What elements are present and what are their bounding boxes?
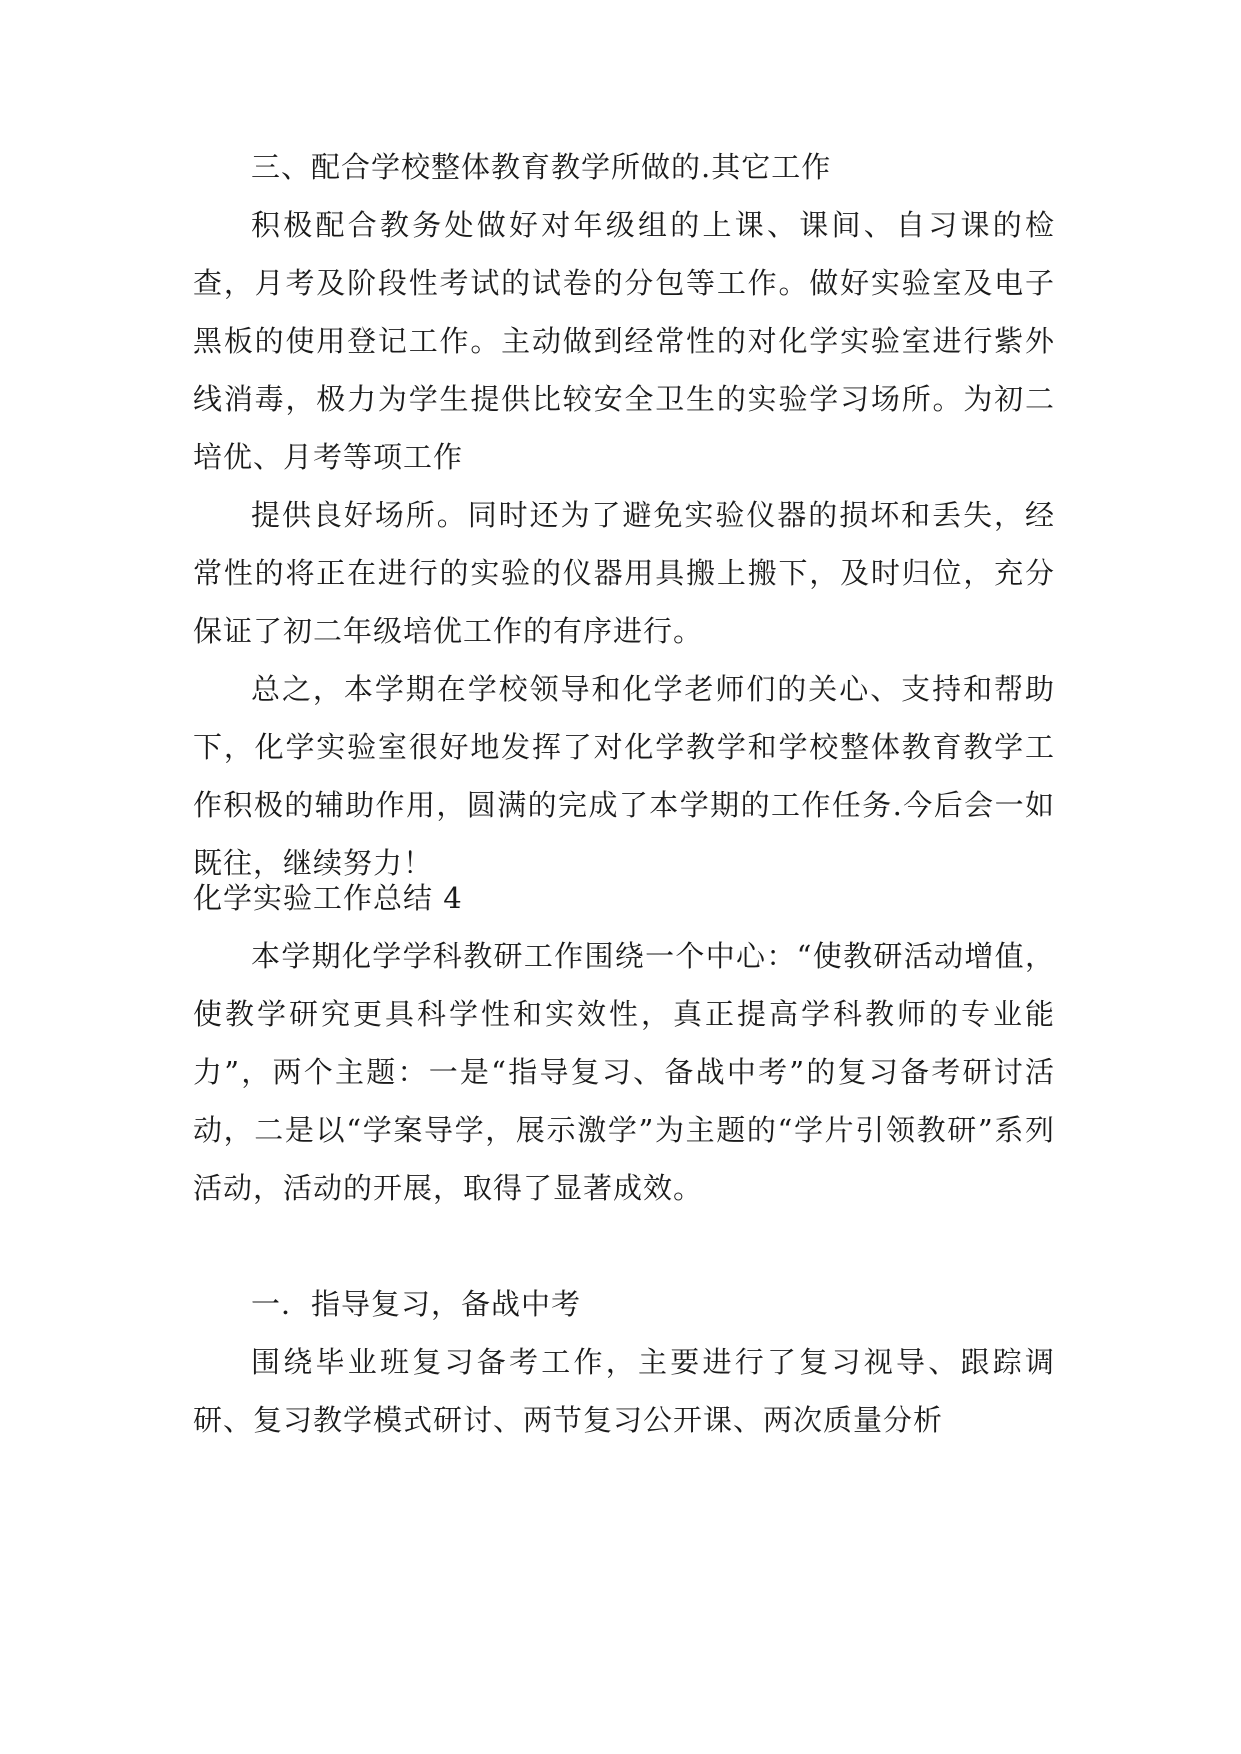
paragraph-5: 围绕毕业班复习备考工作，主要进行了复习视导、跟踪调研、复习教学模式研讨、两节复习公开课、两次质量分析 — [193, 1345, 1055, 1437]
paragraph-3: 总之，本学期在学校领导和化学老师们的关心、支持和帮助下，化学实验室很好地发挥了对化学教学和学校整体教育教学工作积极的辅助作用，圆满的完成了本学期的工作任务.今后会一如既往，继续努力！ — [193, 672, 1055, 880]
section-heading-3: 三、配合学校整体教育教学所做的.其它工作 — [251, 150, 832, 184]
paragraph-4: 本学期化学学科教研工作围绕一个中心：“使教研活动增值，使教学研究更具科学性和实效性，真正提高学科教师的专业能力”，两个主题：一是“指导复习、备战中考”的复习备考研讨活动，二是以“学案导学，展示激学”为主题的“学片引领教研”系列活动，活动的开展，取得了显著成效。 — [193, 939, 1055, 1205]
paragraph-2: 提供良好场所。同时还为了避免实验仪器的损坏和丢失，经常性的将正在进行的实验的仪器用具搬上搬下，及时归位，充分保证了初二年级培优工作的有序进行。 — [193, 498, 1055, 648]
paragraph-1: 积极配合教务处做好对年级组的上课、课间、自习课的检查，月考及阶段性考试的试卷的分包等工作。做好实验室及电子黑板的使用登记工作。主动做到经常性的对化学实验室进行紫外线消毒，极力为学生提供比较安全卫生的实验学习场所。为初二培优、月考等项工作 — [193, 208, 1055, 474]
document-title: 化学实验工作总结 4 — [193, 881, 463, 915]
section-heading-1: 一．指导复习，备战中考 — [251, 1287, 582, 1321]
